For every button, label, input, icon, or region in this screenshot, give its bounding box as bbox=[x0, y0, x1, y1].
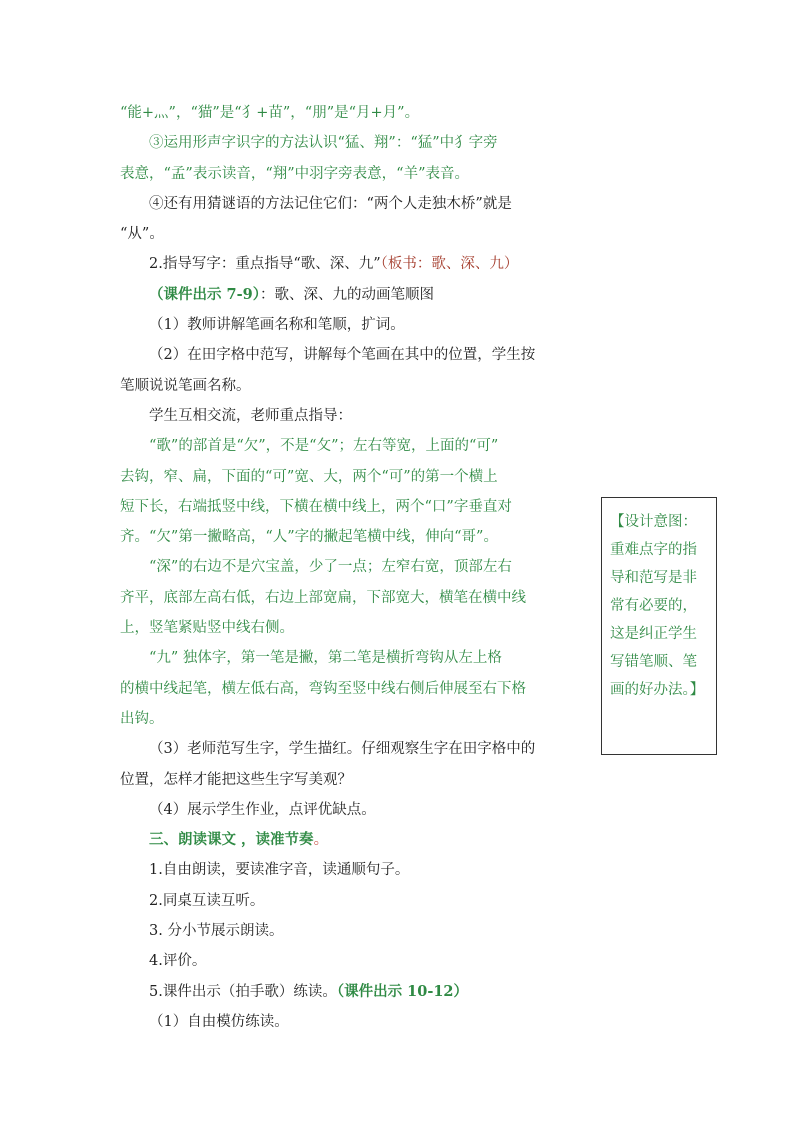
text-segment: （3）老师范写生字，学生描红。仔细观察生字在田字格中的 bbox=[149, 741, 536, 758]
text-segment: 三、朗读课文 ，读准节奏 bbox=[149, 831, 314, 849]
text-line bbox=[120, 159, 565, 189]
text-segment: “九” 独体字，第一笔是撇，第二笔是横折弯钩从左上格 bbox=[149, 650, 502, 667]
text-segment: “从”。 bbox=[120, 226, 164, 243]
text-line bbox=[120, 189, 565, 219]
text-line bbox=[120, 855, 565, 885]
text-line bbox=[120, 128, 565, 158]
text-segment: （课件出示 7-9） bbox=[149, 285, 260, 303]
text-line bbox=[120, 825, 565, 855]
text-segment: 4.评价。 bbox=[149, 953, 207, 970]
note-line: 写错笔顺、笔 bbox=[610, 654, 697, 670]
note-line: 这是纠正学生 bbox=[610, 626, 697, 642]
text-line bbox=[120, 583, 565, 613]
text-line bbox=[120, 552, 565, 582]
text-segment: 5.课件出示（拍手歌）练读。 bbox=[149, 983, 337, 1000]
text-segment: 出钩。 bbox=[120, 710, 164, 727]
design-intent-note-box bbox=[601, 497, 717, 755]
text-line bbox=[120, 674, 565, 704]
text-line bbox=[120, 1007, 565, 1037]
lesson-body bbox=[120, 98, 565, 1037]
text-line bbox=[120, 795, 565, 825]
text-line bbox=[120, 249, 565, 279]
text-segment: 去钩，窄、扁，下面的“可”宽、大，两个“可”的第一个横上 bbox=[120, 468, 498, 485]
text-segment: 2.指导写字：重点指导“歌、深、九” bbox=[149, 256, 381, 273]
text-line bbox=[120, 401, 565, 431]
text-segment: 。 bbox=[313, 832, 329, 849]
text-line bbox=[120, 643, 565, 673]
text-line bbox=[120, 704, 565, 734]
text-line bbox=[120, 916, 565, 946]
text-segment: 学生互相交流，老师重点指导： bbox=[149, 407, 352, 424]
note-line: 【设计意图： bbox=[610, 514, 697, 530]
text-line bbox=[120, 734, 565, 764]
text-segment: 笔顺说说笔画名称。 bbox=[120, 377, 251, 394]
text-line bbox=[120, 371, 565, 401]
text-line bbox=[120, 492, 565, 522]
note-line: 常有必要的， bbox=[610, 598, 697, 614]
note-line: 重难点字的指 bbox=[610, 542, 697, 558]
text-segment: 短下长，右端抵竖中线，下横在横中线上，两个“口”字垂直对 bbox=[120, 498, 512, 515]
text-segment: ：歌、深、九的动画笔顺图 bbox=[260, 286, 434, 303]
text-segment: ④还有用猜谜语的方法记住它们：“两个人走独木桥”就是 bbox=[149, 195, 512, 212]
text-segment: 齐平，底部左高右低，右边上部宽扁，下部宽大，横笔在横中线 bbox=[120, 589, 526, 606]
text-segment: 齐。“欠”第一撇略高，“人”字的撇起笔横中线，伸向“哥”。 bbox=[120, 529, 498, 546]
text-line bbox=[120, 280, 565, 310]
text-segment: （1）自由模仿练读。 bbox=[149, 1013, 289, 1030]
text-line bbox=[120, 219, 565, 249]
text-segment: （板书：歌、深、九） bbox=[380, 256, 519, 273]
text-segment: 上，竖笔紧贴竖中线右侧。 bbox=[120, 620, 294, 637]
text-segment: 表意，“孟”表示读音，“翔”中羽字旁表意，“羊”表音。 bbox=[120, 165, 469, 182]
text-segment: （1）教师讲解笔画名称和笔顺，扩词。 bbox=[149, 317, 405, 334]
text-segment: 的横中线起笔，横左低右高，弯钩至竖中线右侧后伸展至右下格 bbox=[120, 680, 526, 697]
text-line bbox=[120, 765, 565, 795]
text-line bbox=[120, 977, 565, 1007]
text-line bbox=[120, 462, 565, 492]
text-segment: “歌”的部首是“欠”，不是“攵”；左右等宽，上面的“可” bbox=[149, 438, 499, 455]
text-line bbox=[120, 431, 565, 461]
text-segment: “深”的右边不是穴宝盖，少了一点；左窄右宽，顶部左右 bbox=[149, 559, 512, 576]
text-segment: 1.自由朗读，要读准字音，读通顺句子。 bbox=[149, 862, 410, 879]
text-segment: 3. 分小节展示朗读。 bbox=[149, 923, 284, 940]
text-segment: （2）在田字格中范写，讲解每个笔画在其中的位置，学生按 bbox=[149, 347, 536, 364]
text-segment: 位置，怎样才能把这些生字写美观？ bbox=[120, 771, 352, 788]
text-line bbox=[120, 613, 565, 643]
text-segment: “能+灬”，“猫”是“犭+苗”，“朋”是“月+月”。 bbox=[120, 105, 420, 121]
text-segment: 2.同桌互读互听。 bbox=[149, 892, 265, 909]
text-line bbox=[120, 310, 565, 340]
note-line: 画的好办法。】 bbox=[610, 682, 705, 698]
text-line bbox=[120, 886, 565, 916]
text-segment: ③运用形声字识字的方法认识“猛、翔”：“猛”中犭字旁 bbox=[149, 135, 498, 152]
note-line: 导和范写是非 bbox=[610, 570, 697, 586]
text-segment: （课件出示 10-12） bbox=[336, 982, 469, 1000]
text-segment: （4）展示学生作业，点评优缺点。 bbox=[149, 801, 376, 818]
text-line bbox=[120, 946, 565, 976]
text-line bbox=[120, 340, 565, 370]
text-line bbox=[120, 522, 565, 552]
text-line bbox=[120, 98, 565, 128]
